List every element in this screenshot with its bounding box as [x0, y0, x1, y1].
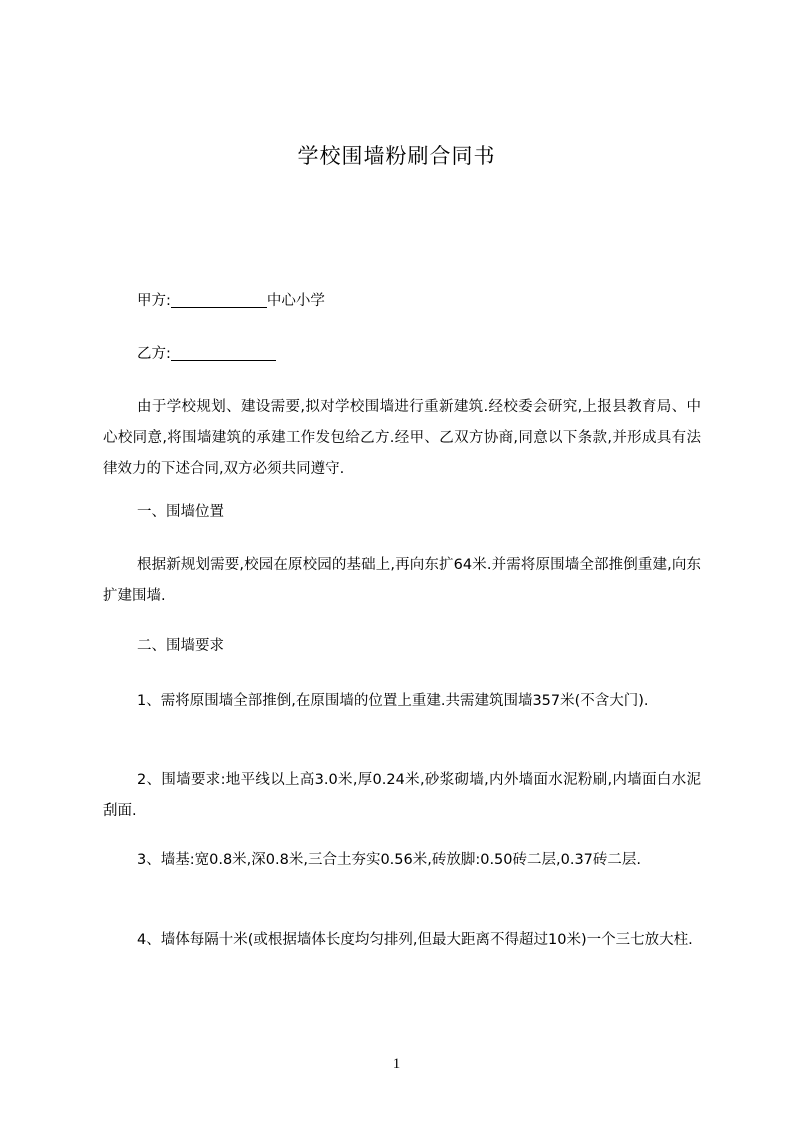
section2-heading: 二、围墙要求	[137, 638, 224, 654]
party-a-blank	[171, 291, 267, 308]
section2-item-3: 3、墙基:宽0.8米,深0.8米,三合土夯实0.56米,砖放脚:0.50砖二层,0.37砖二层.	[137, 852, 642, 868]
party-b-label: 乙方:	[137, 346, 171, 362]
page-number: 1	[392, 1056, 401, 1072]
section2-item-4: 4、墙体每隔十米(或根据墙体长度均匀排列,但最大距离不得超过10米)一个三七放大柱.	[137, 932, 693, 948]
document-title: 学校围墙粉刷合同书	[297, 144, 496, 168]
section2-item-1: 1、需将原围墙全部推倒,在原围墙的位置上重建.共需建筑围墙357米(不含大门).	[137, 693, 649, 709]
section1-heading: 一、围墙位置	[137, 504, 224, 520]
party-a-name: 中心小学	[266, 293, 325, 309]
party-b-line	[103, 339, 701, 370]
section2-item-2: 2、围墙要求:地平线以上高3.0米,厚0.24米,砂浆砌墙,内外墙面水泥粉刷,内墙面白水泥刮面.	[103, 772, 701, 819]
section1-paragraph: 根据新规划需要,校园在原校园的基础上,再向东扩64米.并需将原围墙全部推倒重建,向东扩建围墙.	[103, 557, 701, 604]
party-b-blank	[171, 344, 276, 361]
party-a-label: 甲方:	[137, 293, 171, 309]
party-a-line	[103, 286, 701, 317]
intro-paragraph: 由于学校规划、建设需要,拟对学校围墙进行重新建筑.经校委会研究,上报县教育局、中心校同意,将围墙建筑的承建工作发包给乙方.经甲、乙双方协商,同意以下条款,并形成具有法律效力的下述合同,双方必须共同遵守.	[103, 399, 701, 477]
